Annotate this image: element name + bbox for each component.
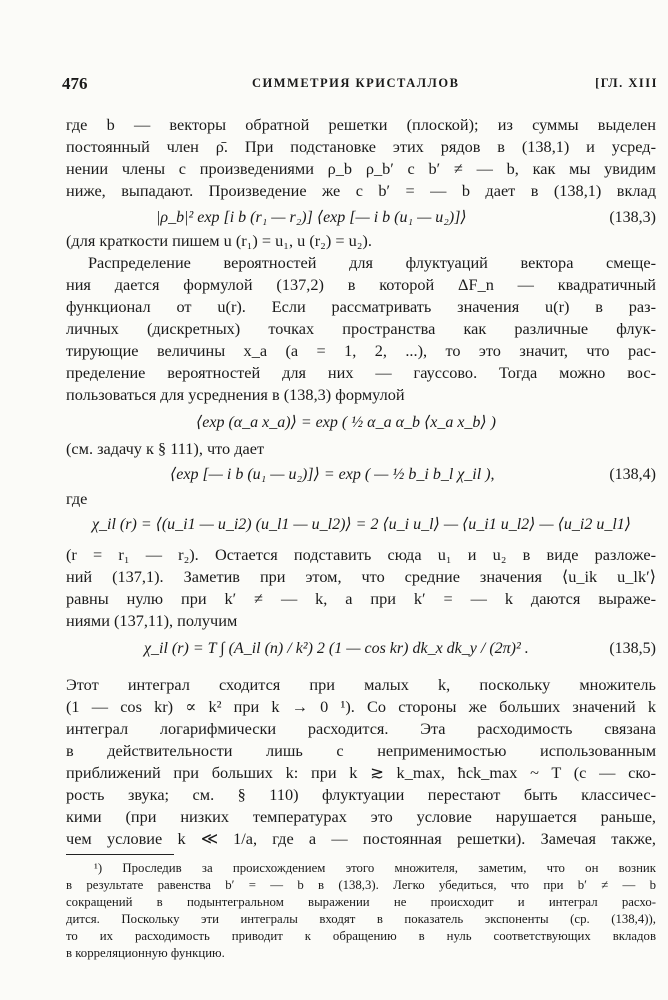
footnote-line: сокращений в подынтегральном выражении не происходит и интеграл расхо-: [66, 895, 656, 909]
text-line: постоянный член ρ̄. При подстановке этих рядов в (138,1) и усред-: [66, 137, 656, 156]
text-line: чем условие k ≪ 1/a, где a — постоянная решетки). Замечая также,: [66, 829, 656, 848]
page-number: 476: [62, 74, 88, 93]
text-line: кими (при низких температурах это условие нарушается раньше,: [66, 807, 656, 826]
text-line: Распределение вероятностей для флуктуаций вектора смеще-: [88, 253, 656, 272]
equation-number: (138,3): [609, 209, 656, 226]
equation-number: (138,5): [609, 640, 656, 657]
text-line: в действительности лишь с неприменимостью использованным: [66, 741, 656, 760]
text-line: личных (дискретных) точках пространства как различные флук-: [66, 319, 656, 338]
text-line: (r = r₁ — r₂). Остается подставить сюда u₁ и u₂ в виде разложе-: [66, 545, 656, 564]
text-line: нении члены с произведениями ρ_b ρ_b′ с b′ ≠ — b, как мы увидим: [66, 159, 656, 178]
footnote-line: в результате равенства b′ = — b в (138,3). Легко убедиться, что при b′ ≠ — b: [66, 878, 656, 892]
text-line: где: [66, 489, 88, 508]
equation-chi: χ_il (r) = ⟨(u_i1 — u_i2) (u_l1 — u_l2)⟩ = 2 ⟨u_i u_l⟩ — ⟨u_i1 u_l2⟩ — ⟨u_i2 u_l1⟩: [92, 516, 632, 533]
text-line: приближений при больших k: при k ≳ k_max, ħck_max ~ T (c — ско-: [66, 763, 656, 782]
text-line: (см. задачу к § 111), что дает: [66, 439, 265, 458]
equation-138-4: ⟨exp [— i b (u₁ — u₂)]⟩ = exp ( — ½ b_i b_l χ_il ),: [170, 466, 495, 483]
footnote-line: в корреляционную функцию.: [66, 946, 225, 960]
equation-138-5: χ_il (r) = T ∫ (A_il (n) / k²) 2 (1 — cos kr) dk_x dk_y / (2π)² .: [144, 640, 529, 657]
text-line: ниями (137,11), получим: [66, 611, 238, 630]
equation-number: (138,4): [609, 466, 656, 483]
text-line: где b — векторы обратной решетки (плоской); из суммы выделен: [66, 115, 656, 134]
equation-gaussian-average: ⟨exp (α_a x_a)⟩ = exp ( ½ α_a α_b ⟨x_a x_b⟩ ): [196, 414, 496, 431]
footnote-line: ¹) Проследив за происхождением этого множителя, заметим, что он возник: [94, 861, 656, 875]
text-line: тирующие величины x_a (a = 1, 2, ...), то это значит, что рас-: [66, 341, 656, 360]
text-line: (1 — cos kr) ∝ k² при k → 0 ¹). Со стороны же больших значений k: [66, 697, 656, 716]
text-line: рость звука; см. § 110) флуктуации перестают быть классичес-: [66, 785, 656, 804]
text-line: пределение вероятностей для них — гауссово. Тогда можно вос-: [66, 363, 656, 382]
text-line: ниже, выпадают. Произведение же с b′ = — b дает в (138,1) вклад: [66, 181, 656, 200]
text-line: функционал от u(r). Если рассматривать значения u(r) в раз-: [66, 297, 656, 316]
text-line: Этот интеграл сходится при малых k, поскольку множитель: [66, 675, 656, 694]
text-line: пользоваться для усреднения в (138,3) формулой: [66, 385, 405, 404]
chapter-label: [ГЛ. XIII: [595, 76, 658, 90]
text-line: интеграл логарифмически расходится. Эта расходимость связана: [66, 719, 656, 738]
footnote-divider: [66, 854, 174, 855]
text-line: ния дается формулой (137,2) в которой ΔF_n — квадратичный: [66, 275, 656, 294]
running-title: СИММЕТРИЯ КРИСТАЛЛОВ: [252, 76, 460, 90]
text-line: равны нулю при k′ ≠ — k, а при k′ = — k даются выраже-: [66, 589, 656, 608]
equation-138-3: |ρ_b|² exp [i b (r₁ — r₂)] ⟨exp [— i b (u₁ — u₂)]⟩: [156, 209, 467, 226]
footnote-line: то их расходимость приводит к обращению в нуль соответствующих вкладов: [66, 929, 656, 943]
page-header: [62, 74, 658, 98]
footnote-line: дится. Поскольку эти интегралы входят в показатель экспоненты (ср. (138,4)),: [66, 912, 656, 926]
text-line: (для краткости пишем u (r₁) = u₁, u (r₂) = u₂).: [66, 231, 372, 250]
text-line: ний (137,1). Заметив при этом, что средние значения ⟨u_ik u_lk′⟩: [66, 567, 656, 586]
